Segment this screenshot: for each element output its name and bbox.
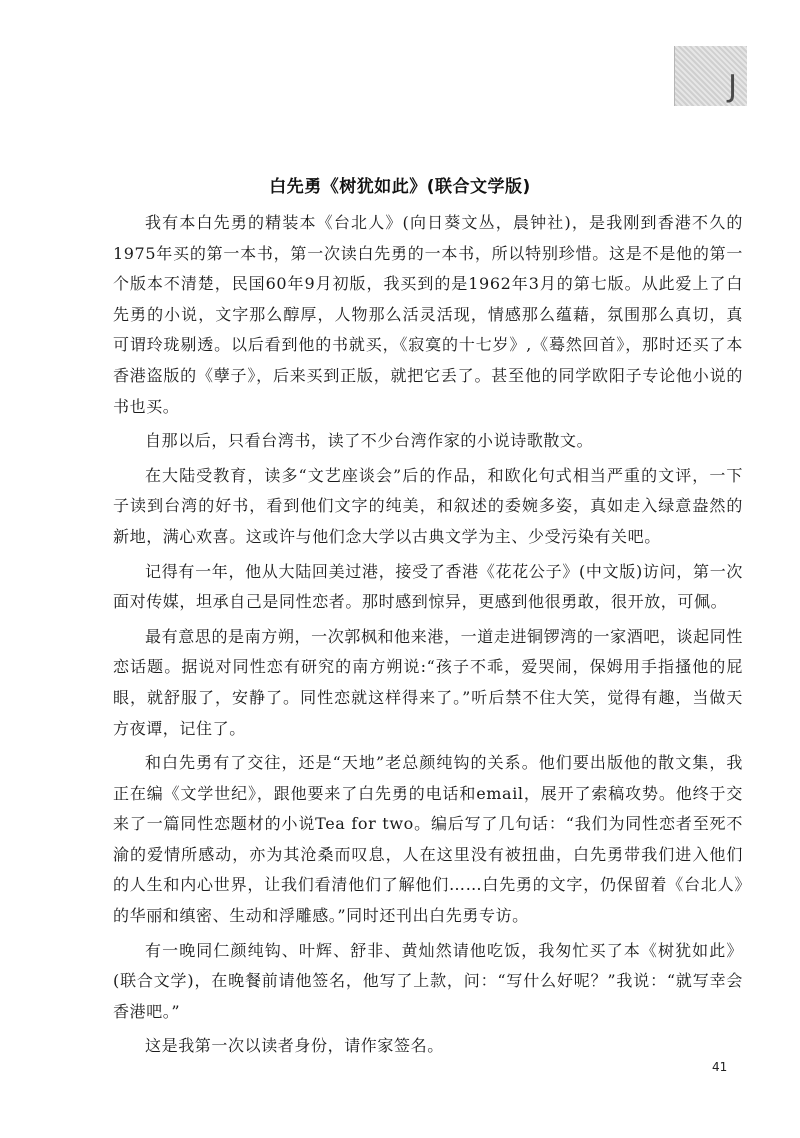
page-number: 41 [712, 1060, 728, 1074]
article-title: 白先勇《树犹如此》(联合文学版) [269, 177, 531, 197]
article-body [113, 208, 743, 1066]
chapter-tab [674, 46, 747, 106]
chapter-letter: J [728, 69, 737, 104]
paragraph: 我有本白先勇的精装本《台北人》(向日葵文丛，晨钟社)，是我刚到香港不久的1975年买的第一本书，第一次读白先勇的一本书，所以特别珍惜。这是不是他的第一个版本不清楚，民国60年9月初版，我买到的是1962年3月的第七版。从此爱上了白先勇的小说，文字那么醇厚，人物那么活灵活现，情感那么蕴藉，氛围那么真切，真可谓玲珑剔透。以后看到他的书就买，《寂寞的十七岁》,《蓦然回首》，那时还买了本香港盗版的《孽子》，后来买到正版，就把它丢了。甚至他的同学欧阳子专论他小说的书也买。 [113, 213, 743, 416]
paragraph: 最有意思的是南方朔，一次郭枫和他来港，一道走进铜锣湾的一家酒吧，谈起同性恋话题。据说对同性恋有研究的南方朔说:“孩子不乖，爱哭闹，保姆用手指搔他的屁眼，就舒服了，安静了。同性恋就这样得来了。”听后禁不住大笑，觉得有趣，当做天方夜谭，记住了。 [113, 626, 743, 738]
paragraph: 有一晚同仁颜纯钩、叶辉、舒非、黄灿然请他吃饭，我匆忙买了本《树犹如此》(联合文学)，在晚餐前请他签名，他写了上款，问：“写什么好呢？”我说：“就写幸会香港吧。” [113, 940, 743, 1021]
paragraph: 自那以后，只看台湾书，读了不少台湾作家的小说诗歌散文。 [145, 431, 594, 451]
paragraph: 在大陆受教育，读多“文艺座谈会”后的作品，和欧化句式相当严重的文评，一下子读到台湾的好书，看到他们文字的纯美，和叙述的委婉多姿，真如走入绿意盎然的新地，满心欢喜。这或许与他们念大学以古典文学为主、少受污染有关吧。 [113, 465, 743, 546]
paragraph: 和白先勇有了交往，还是“天地”老总颜纯钩的关系。他们要出版他的散文集，我正在编《文学世纪》，跟他要来了白先勇的电话和email，展开了索稿攻势。他终于交来了一篇同性恋题材的小说Tea for two。编后写了几句话：“我们为同性恋者至死不渝的爱情所感动，亦为其沧桑而叹息，人在这里没有被扭曲，白先勇带我们进入他们的人生和内心世界，让我们看清他们了解他们……白先勇的文字，仍保留着《台北人》的华丽和缜密、生动和浮雕感。”同时还刊出白先勇专访。 [113, 753, 743, 926]
paragraph: 这是我第一次以读者身份，请作家签名。 [145, 1036, 444, 1056]
paragraph: 记得有一年，他从大陆回美过港，接受了香港《花花公子》(中文版)访问，第一次面对传媒，坦承自己是同性恋者。那时感到惊异，更感到他很勇敢，很开放，可佩。 [113, 561, 743, 612]
